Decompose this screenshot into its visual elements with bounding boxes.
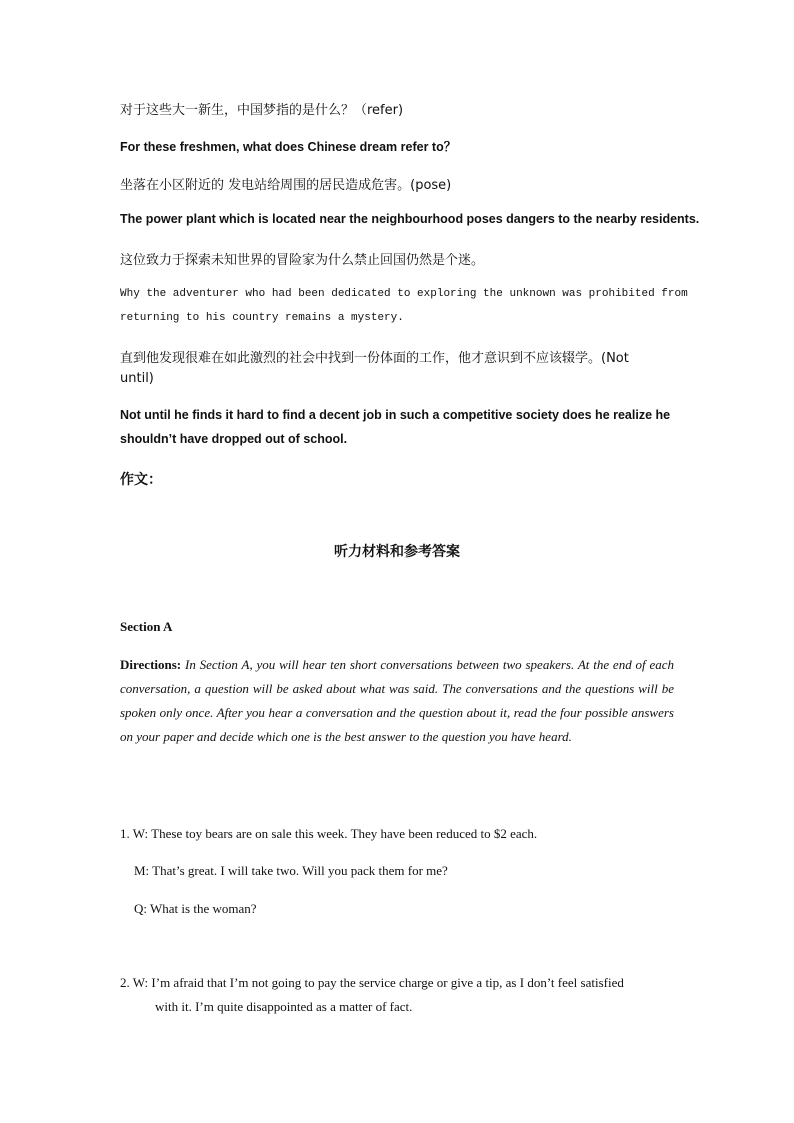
translation-4-chinese-line2: until)	[120, 371, 154, 386]
question-2-woman-line1: 2. W: I’m afraid that I’m not going to pay the service charge or give a tip, as I don’t feel satisfied	[120, 975, 624, 990]
translation-3-chinese: 这位致力于探索未知世界的冒险家为什么禁止回国仍然是个迷。	[120, 253, 485, 268]
question-2-woman-line2: with it. I’m quite disappointed as a matter of fact.	[155, 999, 413, 1014]
translation-4-chinese-line1: 直到他发现很难在如此激烈的社会中找到一份体面的工作，他才意识到不应该辍学。(Not	[120, 351, 629, 366]
section-a-title: Section A	[120, 619, 173, 634]
question-1-question: Q: What is the woman?	[134, 901, 257, 916]
directions-text: In Section A, you will hear ten short conversations between two speakers. At the end of each conversation, a question will be asked about what was said. The conversations and the questions will be spoken only once. After you hear a conversation and the question about it, read the four possible answers on your paper and decide which one is the best answer to the question you have heard.	[120, 657, 675, 744]
composition-heading: 作文：	[120, 472, 162, 488]
question-1-woman: 1. W: These toy bears are on sale this week. They have been reduced to $2 each.	[120, 826, 538, 841]
translation-1-english: For these freshmen, what does Chinese dream refer to？	[120, 140, 457, 154]
translation-4-english-line2: shouldn’t have dropped out of school.	[120, 432, 348, 446]
question-1-man: M: That’s great. I will take two. Will you pack them for me?	[134, 863, 448, 878]
listening-title: 听力材料和参考答案	[334, 544, 460, 560]
translation-2-english: The power plant which is located near the neighbourhood poses dangers to the nearby residents.	[120, 212, 700, 226]
translation-3-english-line2: returning to his country remains a mystery.	[120, 312, 404, 324]
directions-label: Directions:	[120, 657, 182, 672]
translation-2-chinese: 坐落在小区附近的 发电站给周围的居民造成危害。(pose)	[120, 178, 452, 193]
section-a-directions	[120, 653, 674, 749]
translation-4-english-line1: Not until he finds it hard to find a decent job in such a competitive society does he realize he	[120, 408, 671, 422]
translation-1-chinese: 对于这些大一新生，中国梦指的是什么？（refer)	[120, 103, 404, 118]
translation-3-english-line1: Why the adventurer who had been dedicated to exploring the unknown was prohibited from	[120, 288, 688, 300]
